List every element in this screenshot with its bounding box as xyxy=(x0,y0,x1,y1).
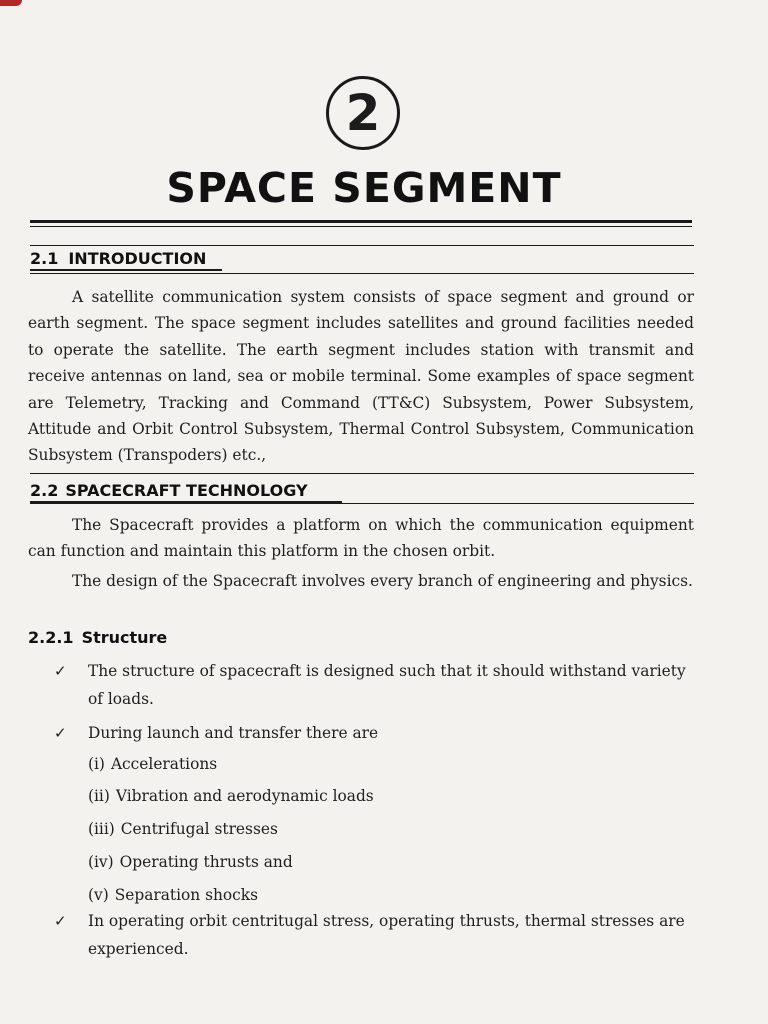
list-marker: (i) xyxy=(88,755,105,773)
checkmark-icon: ✓ xyxy=(54,662,67,680)
list-item-text: Vibration and aerodynamic loads xyxy=(115,787,374,805)
section-title: SPACECRAFT TECHNOLOGY xyxy=(65,481,308,500)
bullet-item xyxy=(54,719,700,747)
section-rule xyxy=(30,473,694,474)
section-number: 2.1 xyxy=(30,249,59,268)
checkmark-icon: ✓ xyxy=(54,912,67,930)
bullet-text: The structure of spacecraft is designed such that it should withstand variety of loads. xyxy=(88,662,686,708)
list-item-text: Accelerations xyxy=(110,755,218,773)
sub-list-item xyxy=(88,883,258,907)
chapter-number: 2 xyxy=(345,84,381,142)
list-marker: (iv) xyxy=(88,853,114,871)
checkmark-icon: ✓ xyxy=(54,724,67,742)
section-rule xyxy=(30,273,694,274)
sub-list-item xyxy=(88,850,293,874)
list-marker: (v) xyxy=(88,886,109,904)
list-item-text: Centrifugal stresses xyxy=(120,820,278,838)
subsection-title: Structure xyxy=(81,628,168,647)
list-item-text: Separation shocks xyxy=(114,886,259,904)
section-title: INTRODUCTION xyxy=(68,249,207,268)
list-item-text: Operating thrusts and xyxy=(119,853,293,871)
bullet-text: In operating orbit centritugal stress, operating thrusts, thermal stresses are experienced. xyxy=(88,912,685,958)
sub-list-item xyxy=(88,784,374,808)
intro-paragraph: A satellite communication system consists of space segment and ground or earth segment. The space segment includes satellites and ground facilities needed to operate the satellite. The earth segment includes station with transmit and receive antennas on land, sea or mobile terminal. Some examples of space segment are Telemetry, Tracking and Command (TT&C) Subsystem, Power Subsystem, Attitude and Orbit Control Subsystem, Thermal Control Subsystem, Communication Subsystem (Transpoders) etc., xyxy=(28,288,694,465)
bullet-item xyxy=(54,657,700,713)
bullet-text: During launch and transfer there are xyxy=(88,724,379,742)
sub-list-item xyxy=(88,752,217,776)
list-marker: (ii) xyxy=(88,787,110,805)
chapter-number-badge xyxy=(326,76,400,150)
section-heading-underline xyxy=(30,269,222,271)
spacecraft-paragraph-2: The design of the Spacecraft involves every branch of engineering and physics. xyxy=(72,572,693,590)
page-corner-mark xyxy=(0,0,22,6)
section-rule xyxy=(30,503,694,504)
subsection-heading-2-2-1 xyxy=(28,628,167,647)
section-number: 2.2 xyxy=(30,481,59,500)
spacecraft-paragraph-1: The Spacecraft provides a platform on which the communication equipment can function and maintain this platform in the chosen orbit. xyxy=(28,516,694,561)
chapter-title: SPACE SEGMENT xyxy=(166,164,562,212)
section-rule xyxy=(30,245,694,246)
section-heading-2-1 xyxy=(30,249,206,268)
list-marker: (iii) xyxy=(88,820,115,838)
title-rule-thin xyxy=(30,226,692,227)
sub-list-item xyxy=(88,817,278,841)
bullet-item xyxy=(54,907,700,963)
title-rule xyxy=(30,220,692,223)
subsection-number: 2.2.1 xyxy=(28,628,74,647)
section-heading-2-2 xyxy=(30,481,308,500)
